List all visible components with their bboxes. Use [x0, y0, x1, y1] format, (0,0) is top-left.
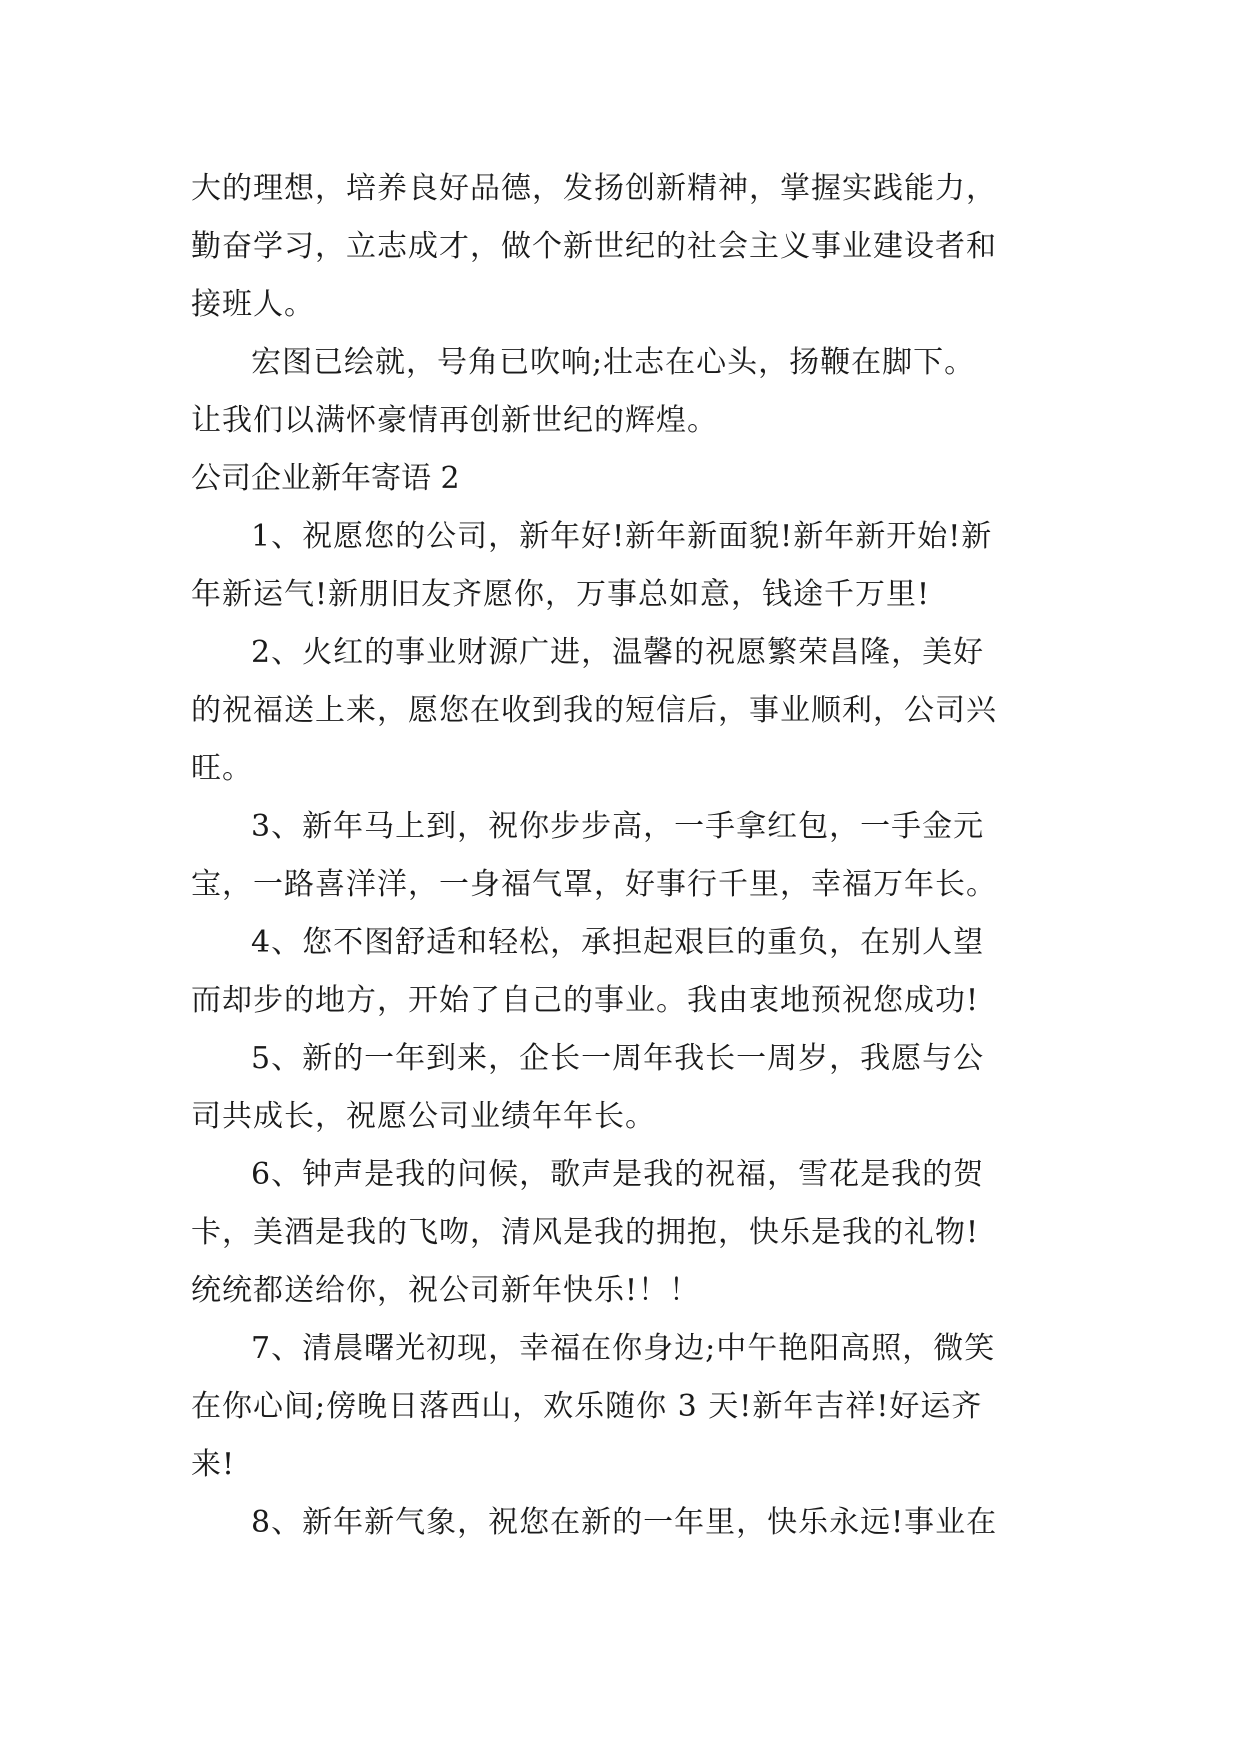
paragraph-line: 在你心间;傍晚日落西山，欢乐随你 3 天!新年吉祥!好运齐: [191, 1389, 983, 1424]
paragraph-line: 来!: [191, 1447, 236, 1482]
paragraph: [191, 1320, 1071, 1494]
paragraph-line: 大的理想，培养良好品德，发扬创新精神，掌握实践能力，: [191, 171, 997, 206]
section-heading: 公司企业新年寄语 2: [191, 461, 460, 496]
paragraph: [191, 798, 1071, 914]
paragraph-line: 8、新年新气象，祝您在新的一年里，快乐永远!事业在: [251, 1505, 998, 1540]
paragraph-line: 司共成长，祝愿公司业绩年年长。: [191, 1099, 656, 1134]
document-page: [191, 160, 1071, 1552]
paragraph: [191, 160, 1071, 334]
paragraph-line: 卡，美酒是我的飞吻，清风是我的拥抱，快乐是我的礼物!: [191, 1215, 980, 1250]
paragraph-line: 而却步的地方，开始了自己的事业。我由衷地预祝您成功!: [191, 983, 980, 1018]
paragraph-line: 宏图已绘就，号角已吹响;壮志在心头，扬鞭在脚下。: [251, 345, 976, 380]
paragraph-line: 统统都送给你，祝公司新年快乐!！！: [191, 1273, 701, 1308]
paragraph-line: 1、祝愿您的公司，新年好!新年新面貌!新年新开始!新: [251, 519, 993, 554]
paragraph: [191, 624, 1071, 798]
paragraph-line: 2、火红的事业财源广进，温馨的祝愿繁荣昌隆，美好: [251, 635, 985, 670]
paragraph-line: 3、新年马上到，祝你步步高，一手拿红包，一手金元: [251, 809, 985, 844]
paragraph: [191, 1494, 1071, 1552]
paragraph-line: 7、清晨曙光初现，幸福在你身边;中午艳阳高照，微笑: [251, 1331, 996, 1366]
paragraph-line: 4、您不图舒适和轻松，承担起艰巨的重负，在别人望: [251, 925, 985, 960]
paragraph: [191, 1030, 1071, 1146]
paragraph-line: 宝，一路喜洋洋，一身福气罩，好事行千里，幸福万年长。: [191, 867, 997, 902]
paragraph-line: 的祝福送上来，愿您在收到我的短信后，事业顺利，公司兴: [191, 693, 997, 728]
paragraph-line: 接班人。: [191, 287, 315, 322]
paragraph: [191, 334, 1071, 450]
paragraph-line: 5、新的一年到来，企长一周年我长一周岁，我愿与公: [251, 1041, 985, 1076]
paragraph-line: 让我们以满怀豪情再创新世纪的辉煌。: [191, 403, 718, 438]
paragraph-line: 勤奋学习，立志成才，做个新世纪的社会主义事业建设者和: [191, 229, 997, 264]
paragraph-line: 旺。: [191, 751, 253, 786]
paragraph: [191, 508, 1071, 624]
paragraph-line: 年新运气!新朋旧友齐愿你，万事总如意，钱途千万里!: [191, 577, 931, 612]
paragraph-line: 6、钟声是我的问候，歌声是我的祝福，雪花是我的贺: [251, 1157, 985, 1192]
paragraph: [191, 1146, 1071, 1320]
paragraph: [191, 914, 1071, 1030]
